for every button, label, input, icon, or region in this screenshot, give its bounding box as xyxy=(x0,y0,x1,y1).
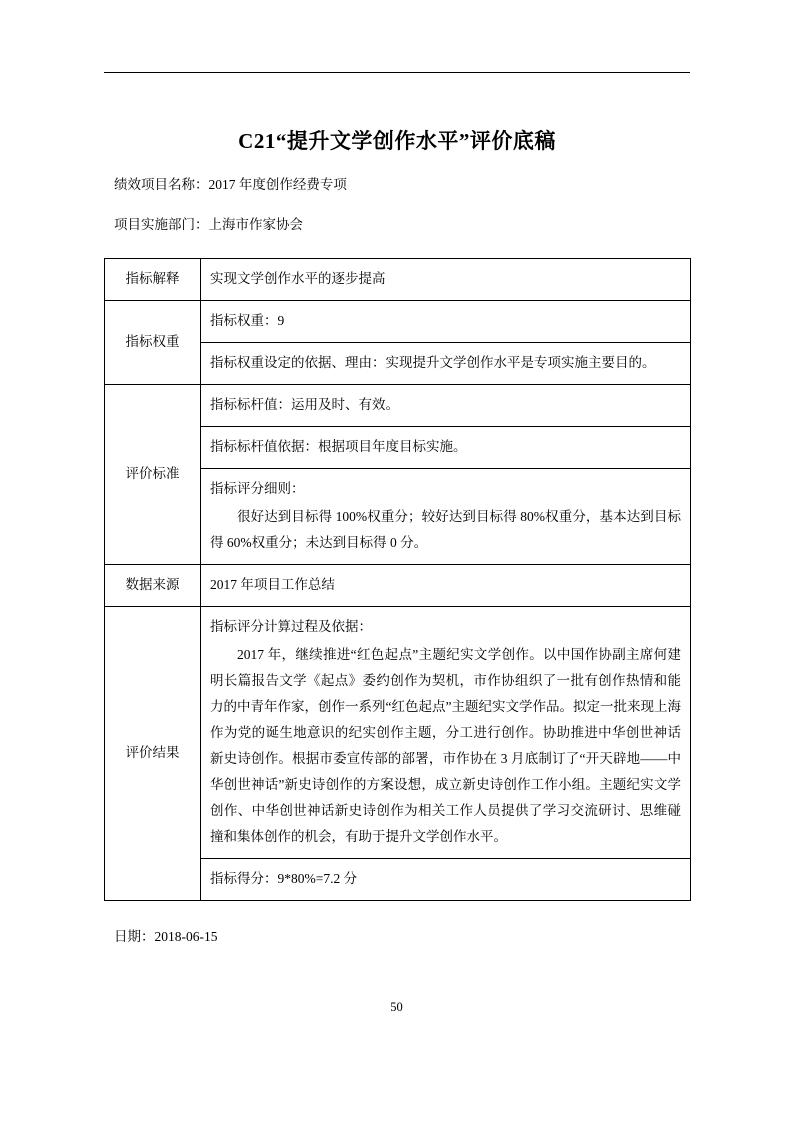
row-value-evaluation-calc xyxy=(201,607,691,859)
row-label-evaluation-result: 评价结果 xyxy=(105,607,201,901)
row-value-evaluation-score: 指标得分：9*80%=7.2 分 xyxy=(201,859,691,901)
table-row xyxy=(105,565,691,607)
page-title: C21“提升文学创作水平”评价底稿 xyxy=(238,129,556,153)
header-divider xyxy=(104,72,690,73)
row-label-indicator-weight: 指标权重 xyxy=(105,301,201,385)
table-row xyxy=(105,607,691,859)
table-row xyxy=(105,301,691,343)
row-value-benchmark: 指标标杆值：运用及时、有效。 xyxy=(201,385,691,427)
row-value-scoring-rules xyxy=(201,469,691,565)
evaluation-table xyxy=(104,258,691,901)
project-name-line: 绩效项目名称：2017 年度创作经费专项 xyxy=(114,177,347,192)
table-row xyxy=(105,385,691,427)
table-row xyxy=(105,259,691,301)
calc-title: 指标评分计算过程及依据： xyxy=(210,619,372,634)
row-value-indicator-weight: 指标权重：9 xyxy=(201,301,691,343)
department-line: 项目实施部门：上海市作家协会 xyxy=(114,217,303,232)
row-label-data-source: 数据来源 xyxy=(105,565,201,607)
row-value-indicator-weight-basis: 指标权重设定的依据、理由：实现提升文学创作水平是专项实施主要目的。 xyxy=(201,343,691,385)
date-line: 日期：2018-06-15 xyxy=(114,929,218,944)
scoring-rules-body: 很好达到目标得 100%权重分；较好达到目标得 80%权重分，基本达到目标得 60%权重分；未达到目标得 0 分。 xyxy=(210,509,681,550)
row-value-benchmark-basis: 指标标杆值依据：根据项目年度目标实施。 xyxy=(201,427,691,469)
row-value-indicator-explanation: 实现文学创作水平的逐步提高 xyxy=(201,259,691,301)
scoring-rules-title: 指标评分细则： xyxy=(210,481,305,496)
row-value-data-source: 2017 年项目工作总结 xyxy=(201,565,691,607)
row-label-indicator-explanation: 指标解释 xyxy=(105,259,201,301)
page-number: 50 xyxy=(390,1000,403,1014)
calc-body: 2017 年，继续推进“红色起点”主题纪实文学创作。以中国作协副主席何建明长篇报告文学《起点》委约创作为契机，市作协组织了一批有创作热情和能力的中青年作家，创作一系列“红色起点”主题纪实文学作品。拟定一批来现上海作为党的诞生地意识的纪实创作主题，分工进行创作。协助推进中华创世神话新史诗创作。根据市委宣传部的部署，市作协在 3 月底制订了“开天辟地——中华创世神话”新史诗创作的方案设想，成立新史诗创作工作小组。主题纪实文学创作、中华创世神话新史诗创作为相关工作人员提供了学习交流研讨、思维碰撞和集体创作的机会，有助于提升文学创作水平。 xyxy=(210,647,681,844)
row-label-evaluation-standard: 评价标准 xyxy=(105,385,201,565)
